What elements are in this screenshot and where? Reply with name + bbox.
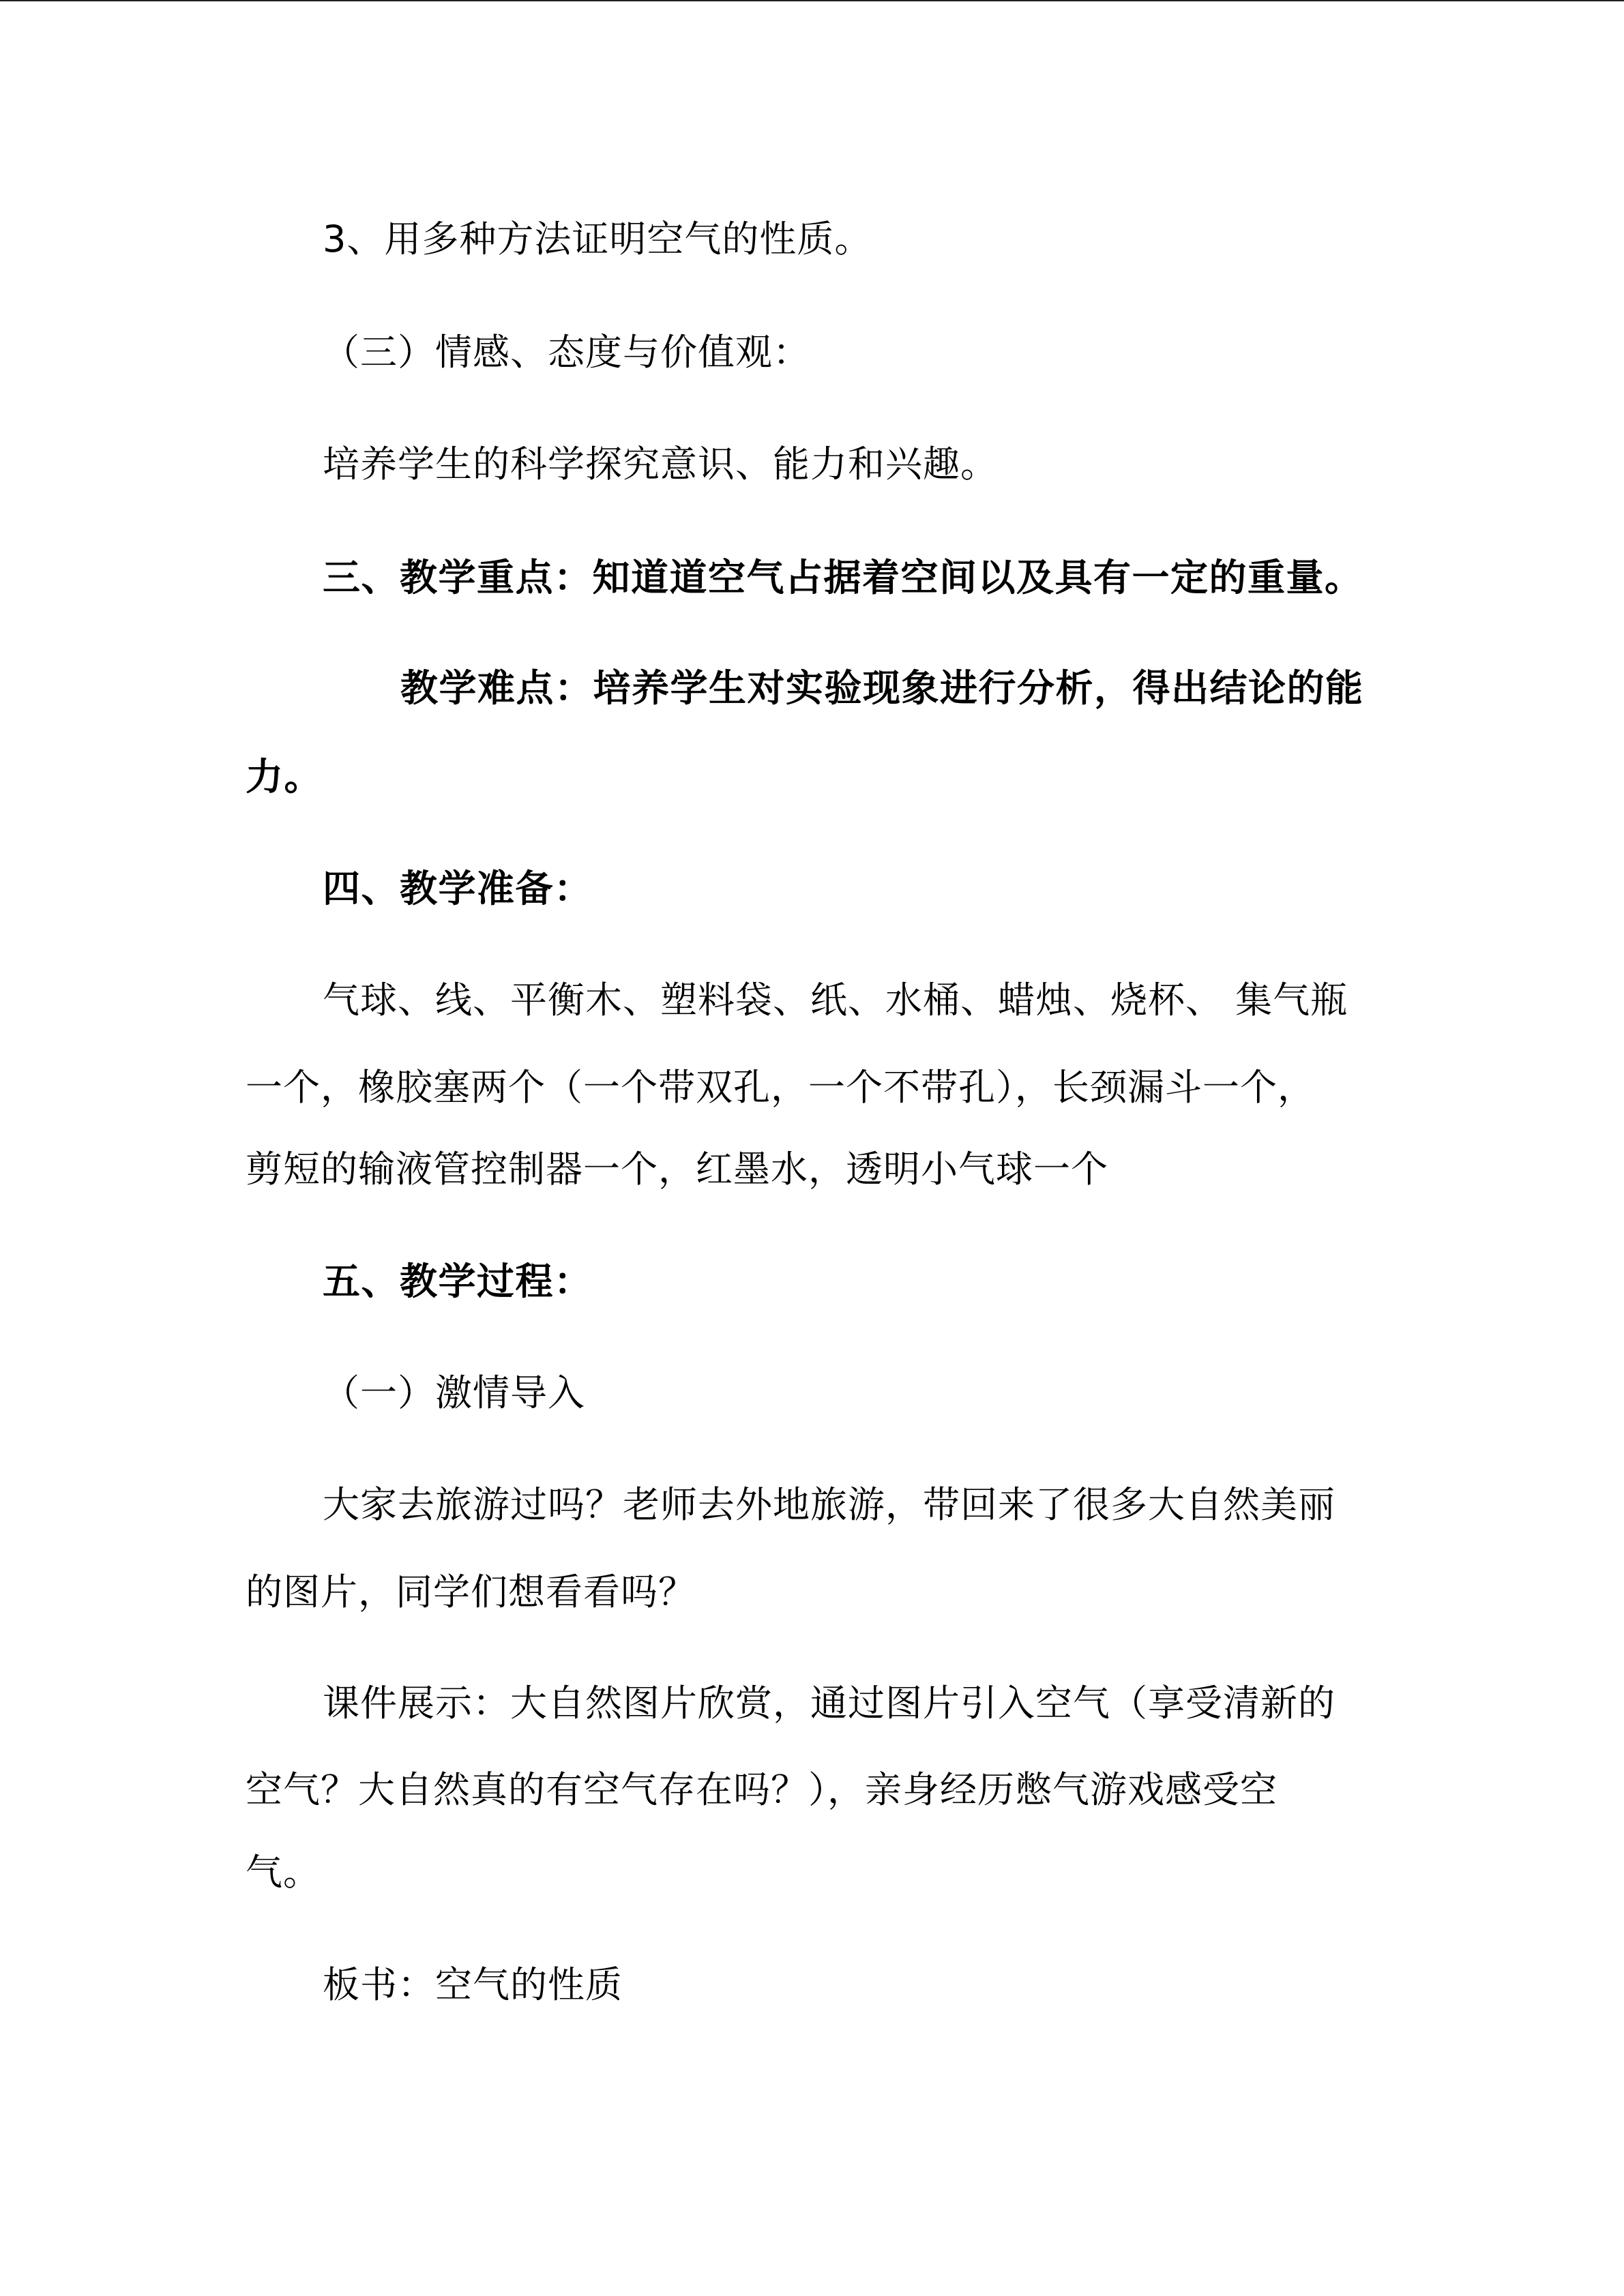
materials-line-3: 剪短的输液管控制器一个，红墨水，透明小气球一个: [246, 1148, 1108, 1191]
courseware-paragraph-line-3: 气。: [246, 1851, 321, 1894]
materials-line-2: 一个，橡胶塞两个（一个带双孔，一个不带孔），长颈漏斗一个，: [246, 1066, 1315, 1109]
difficulty-heading-line-1: 教学难点：培养学生对实验现象进行分析，得出结论的能: [400, 666, 1364, 710]
objective-3-text: 3、用多种方法证明空气的性质。: [323, 218, 872, 260]
subheading-introduction: （一）激情导入: [323, 1371, 585, 1414]
introduction-paragraph-line-1: 大家去旅游过吗？老师去外地旅游，带回来了很多大自然美丽: [323, 1483, 1335, 1526]
introduction-paragraph-line-2: 的图片，同学们想看看吗？: [246, 1570, 696, 1613]
blackboard-writing-text: 板书：空气的性质: [323, 1963, 623, 2006]
section-4-preparation-heading: 四、教学准备：: [323, 867, 593, 910]
difficulty-heading-line-2: 力。: [246, 755, 323, 799]
emotion-objective-text: 培养学生的科学探究意识、能力和兴趣。: [323, 443, 998, 486]
subheading-emotion-attitude-values: （三）情感、态度与价值观：: [323, 331, 810, 374]
courseware-paragraph-line-2: 空气？大自然真的有空气存在吗？），亲身经历憋气游戏感受空: [246, 1768, 1278, 1811]
section-5-process-heading: 五、教学过程：: [323, 1259, 593, 1303]
page-top-border: [0, 0, 1624, 1]
section-3-key-points-heading: 三、教学重点：知道道空气占据着空间以及具有一定的重量。: [323, 556, 1363, 599]
materials-line-1: 气球、线、平衡木、塑料袋、纸、水桶、蜡烛、烧杯、 集气瓶: [323, 979, 1348, 1022]
courseware-paragraph-line-1: 课件展示：大自然图片欣赏，通过图片引入空气（享受清新的: [323, 1682, 1335, 1725]
